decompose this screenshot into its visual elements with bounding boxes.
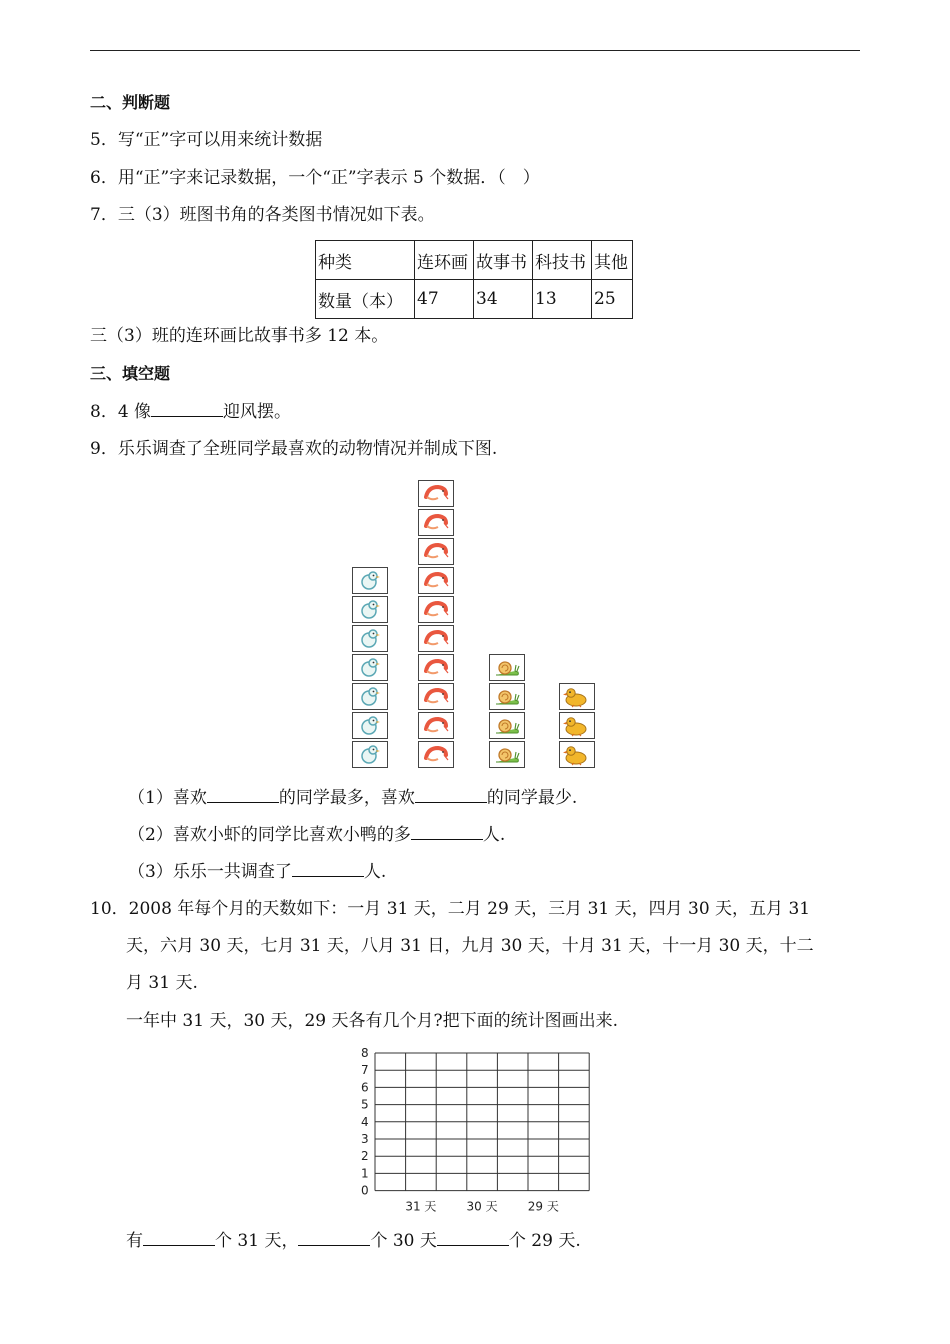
question-9-3	[128, 860, 386, 883]
chick-icon	[352, 741, 388, 768]
chick-icon	[352, 654, 388, 681]
pictograph-chick-column	[352, 567, 388, 770]
chick-icon	[352, 712, 388, 739]
question-9-2-b: 人.	[482, 825, 506, 845]
question-10-answer-c: 个 30 天	[370, 1231, 437, 1251]
question-10-line-2: 天，六月 30 天，七月 31 天，八月 31 日，九月 30 天，十月 31 天，十一月 30 天，十二	[126, 936, 814, 956]
pictograph-snail-column	[489, 654, 525, 770]
snail-icon	[489, 712, 525, 739]
question-10-line-3: 月 31 天.	[126, 973, 198, 993]
table-cell: 故事书	[474, 241, 533, 280]
answer-blank[interactable]	[437, 1229, 509, 1246]
shrimp-icon	[418, 625, 454, 652]
y-tick-label: 1	[361, 1166, 369, 1181]
shrimp-icon	[418, 509, 454, 536]
question-9-1-c: 的同学最少.	[486, 788, 578, 808]
question-10-answer-a: 有	[126, 1231, 143, 1251]
shrimp-icon	[418, 654, 454, 681]
duck-icon	[559, 683, 595, 710]
question-9-2	[128, 823, 505, 846]
y-tick-label: 7	[361, 1063, 369, 1078]
question-9-1	[128, 786, 577, 809]
answer-blank[interactable]	[207, 786, 279, 803]
shrimp-icon	[418, 683, 454, 710]
pictograph-duck-column	[559, 683, 595, 770]
duck-icon	[559, 741, 595, 768]
answer-blank[interactable]	[292, 860, 364, 877]
chick-icon	[352, 567, 388, 594]
snail-icon	[489, 741, 525, 768]
table-header-row	[316, 241, 633, 280]
y-tick-label: 0	[361, 1183, 369, 1198]
question-6: 6．用“正”字来记录数据，一个“正”字表示 5 个数据．（ ）	[90, 168, 540, 188]
shrimp-icon	[418, 567, 454, 594]
table-cell: 种类	[316, 241, 415, 280]
x-tick-label: 31 天	[405, 1199, 437, 1214]
table-cell: 13	[533, 280, 592, 319]
x-tick-label: 29 天	[527, 1199, 559, 1214]
question-10-question: 一年中 31 天，30 天，29 天各有几个月?把下面的统计图画出来.	[126, 1011, 619, 1031]
snail-icon	[489, 654, 525, 681]
pictograph-shrimp-column	[418, 480, 454, 770]
section-3-title: 三、填空题	[90, 364, 171, 383]
question-10-answer-b: 个 31 天，	[215, 1231, 299, 1251]
question-9-3-a: （3）乐乐一共调查了	[128, 862, 292, 882]
question-8-prefix: 8．4 像	[90, 402, 152, 422]
duck-icon	[559, 712, 595, 739]
shrimp-icon	[418, 741, 454, 768]
days-grid-chart	[355, 1045, 605, 1220]
chick-icon	[352, 625, 388, 652]
shrimp-icon	[418, 538, 454, 565]
answer-blank[interactable]	[143, 1229, 215, 1246]
shrimp-icon	[418, 596, 454, 623]
question-8	[90, 400, 291, 423]
shrimp-icon	[418, 480, 454, 507]
snail-icon	[489, 683, 525, 710]
question-9-1-b: 的同学最多，喜欢	[278, 788, 415, 808]
y-tick-label: 4	[361, 1114, 369, 1129]
chick-icon	[352, 683, 388, 710]
question-7-statement: 三（3）班的连环画比故事书多 12 本。	[90, 326, 389, 346]
question-10-line-1: 10．2008 年每个月的天数如下：一月 31 天，二月 29 天，三月 31 天，四月 30 天，五月 31	[90, 899, 811, 919]
answer-blank[interactable]	[298, 1229, 370, 1246]
y-tick-label: 3	[361, 1132, 369, 1146]
shrimp-icon	[418, 712, 454, 739]
question-9-1-a: （1）喜欢	[128, 788, 207, 808]
header-rule	[90, 50, 860, 51]
y-tick-label: 5	[361, 1097, 369, 1112]
answer-blank[interactable]	[411, 823, 483, 840]
books-table	[315, 240, 633, 319]
table-cell: 47	[415, 280, 474, 319]
question-7: 7．三（3）班图书角的各类图书情况如下表。	[90, 205, 435, 225]
answer-blank[interactable]	[151, 400, 223, 417]
table-cell: 25	[592, 280, 633, 319]
question-10-answer-d: 个 29 天.	[508, 1231, 581, 1251]
table-cell: 数量（本）	[316, 280, 415, 319]
question-10-answer	[126, 1229, 581, 1252]
question-8-suffix: 迎风摆。	[223, 402, 292, 422]
table-row	[316, 280, 633, 319]
chick-icon	[352, 596, 388, 623]
question-9-2-a: （2）喜欢小虾的同学比喜欢小鸭的多	[128, 825, 411, 845]
table-cell: 科技书	[533, 241, 592, 280]
answer-blank[interactable]	[415, 786, 487, 803]
question-9-3-b: 人.	[363, 862, 387, 882]
y-tick-label: 2	[361, 1149, 369, 1164]
question-5: 5．写“正”字可以用来统计数据	[90, 130, 323, 150]
table-cell: 34	[474, 280, 533, 319]
section-2-title: 二、判断题	[90, 93, 171, 112]
table-cell: 连环画	[415, 241, 474, 280]
question-9: 9．乐乐调查了全班同学最喜欢的动物情况并制成下图.	[90, 439, 498, 459]
y-tick-label: 6	[361, 1080, 369, 1095]
y-tick-label: 8	[361, 1046, 369, 1060]
table-cell: 其他	[592, 241, 633, 280]
x-tick-label: 30 天	[466, 1199, 498, 1214]
